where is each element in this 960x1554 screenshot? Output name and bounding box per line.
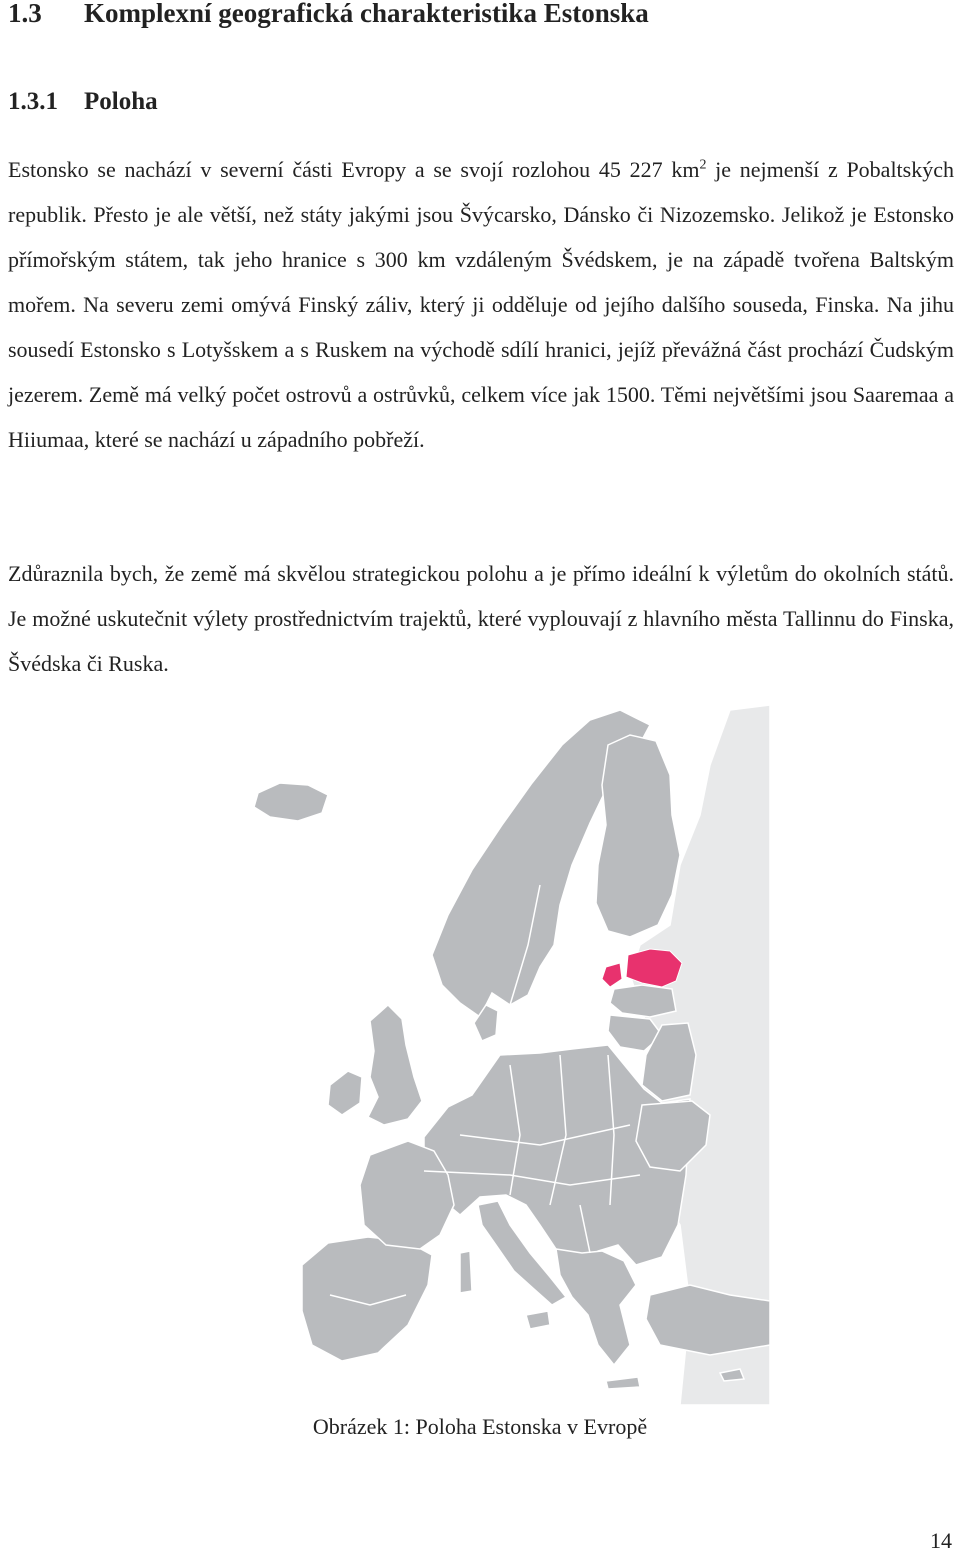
map-balkans [556,1249,636,1365]
map-ireland [328,1071,362,1115]
subsection-heading [8,88,158,116]
area-unit-superscript: 2 [699,157,707,173]
map-great-britain [368,1005,422,1125]
paragraph-text-start: Estonsko se nachází v severní části Evropy a se svojí rozlohou 45 227 km [8,157,700,182]
map-iberia [302,1237,432,1361]
subsection-title: Poloha [84,88,158,115]
paragraph-text-end: je nejmenší z Pobaltských republik. Přesto je ale větší, než státy jakými jsou Švýcarsko, Dánsko či Nizozemsko. Jelikož je Estonsko přímořským státem, tak jeho hranice s 300 km vzdáleným Švédskem, je na západě tvořena Baltským mořem. Na severu zemi omývá Finský záliv, který ji odděluje od jejího dalšího souseda, Finska. Na jihu sousedí Estonsko s Lotyšskem a s Ruskem na východě sdílí hranici, jejíž převážná část prochází Čudským jezerem. Země má velký počet ostrovů a ostrůvků, celkem více jak 1500. Těmi největšími jsou Saaremaa a Hiiumaa, které se nachází u západního pobřeží. [8,157,954,452]
map-finland [596,735,680,937]
map-iceland [254,783,328,821]
map-sardinia [460,1251,472,1293]
figure-caption: Obrázek 1: Poloha Estonska v Evropě [312,1414,648,1439]
map-latvia [610,985,676,1017]
section-title: Komplexní geografická charakteristika Estonska [84,0,649,28]
page-number: 14 [930,1528,952,1553]
paragraph-strategic-position: Zdůraznila bych, že země má skvělou strategickou polohu a je přímo ideální k výletům do okolních států. Je možné uskutečnit výlety prostřednictvím trajektů, které vyplouvají z hlavního města Tallinnu do Finska, Švédska či Ruska. [8,561,954,676]
map-estonia-islands [602,963,622,987]
section-number: 1.3 [8,0,42,28]
europe-map [210,705,770,1405]
paragraph-location [8,147,954,462]
map-sicily [526,1311,550,1329]
section-heading [8,0,649,29]
map-crete [606,1377,640,1389]
subsection-number: 1.3.1 [8,88,58,115]
